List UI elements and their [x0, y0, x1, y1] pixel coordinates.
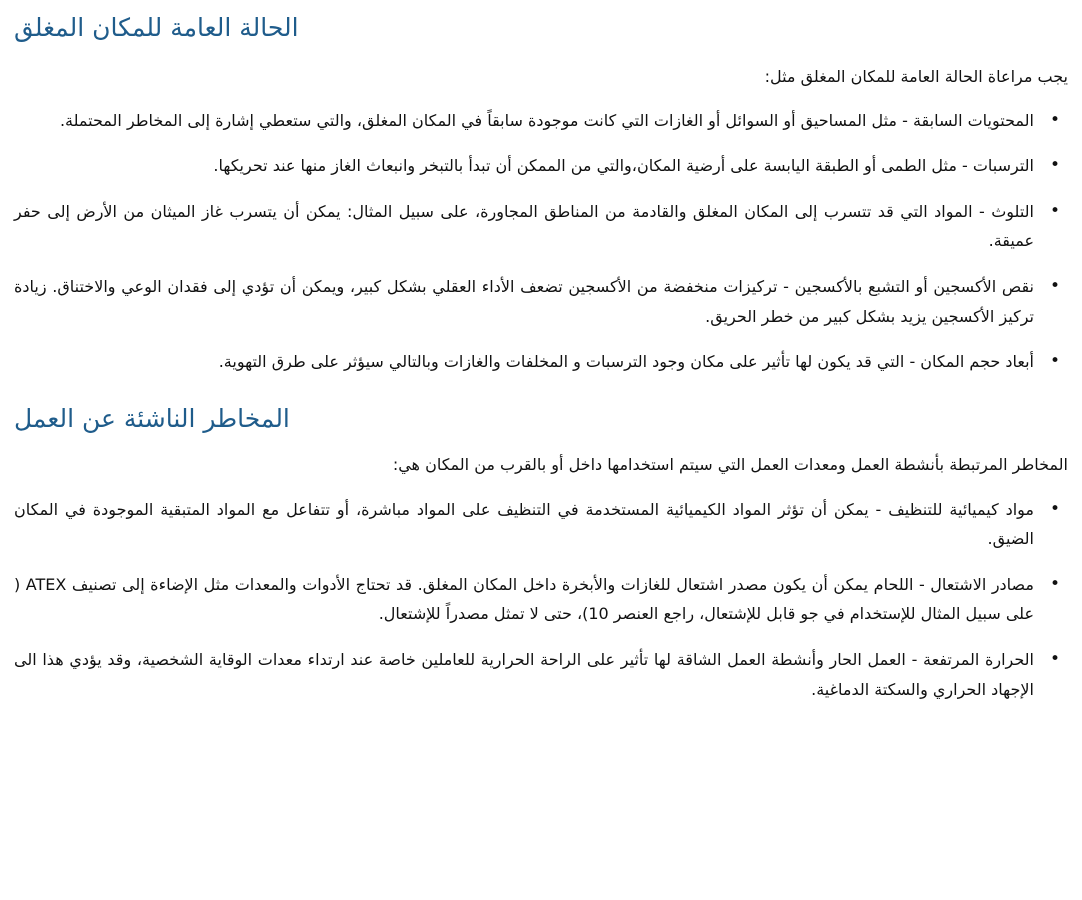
section-intro-work-hazards: المخاطر المرتبطة بأنشطة العمل ومعدات العمل التي سيتم استخدامها داخل أو بالقرب من المكان هي:: [392, 455, 1068, 475]
list-item: • الحرارة المرتفعة - العمل الحار وأنشطة العمل الشاقة لها تأثير على الراحة الحرارية للعاملين خاصة عند ارتداء معدات الوقاية الشخصية، وقد يؤدي هذا الى الإجهاد الحراري والسكتة الدماغية.: [14, 645, 1068, 704]
section-title-general-condition: الحالة العامة للمكان المغلق: [14, 13, 299, 42]
list-item: • مصادر الاشتعال - اللحام يمكن أن يكون مصدر اشتعال للغازات والأبخرة داخل المكان المغلق. قد تحتاج الأدوات والمعدات مثل الإضاءة إلى تصنيف ATEX ( على سبيل المثال للإستخدام في جو قابل للإشتعال، راجع العنصر 10)، حتى لا تمثل مصدراً للإشتعال.: [14, 570, 1068, 629]
list-item: • أبعاد حجم المكان - التي قد يكون لها تأثير على مكان وجود الترسبات و المخلفات والغازات وبالتالي سيؤثر على طرق التهوية.: [14, 347, 1068, 377]
list-item: • التلوث - المواد التي قد تتسرب إلى المكان المغلق والقادمة من المناطق المجاورة، على سبيل المثال: يمكن أن يتسرب غاز الميثان من الأرض إلى حفر عميقة.: [14, 197, 1068, 256]
list-item: • الترسبات - مثل الطمى أو الطبقة اليابسة على أرضية المكان،والتي من الممكن أن تبدأ بالتبخر وانبعاث الغاز منها عند تحريكها.: [14, 151, 1068, 181]
section-title-work-hazards: المخاطر الناشئة عن العمل: [14, 403, 290, 433]
bullet-list-work-hazards: [14, 495, 1068, 705]
list-item: • مواد كيميائية للتنظيف - يمكن أن تؤثر المواد الكيميائية المستخدمة في التنظيف على المواد مباشرة، أو تتفاعل مع المواد المتبقية الموجودة في المكان الضيق.: [14, 495, 1068, 554]
list-item: • المحتويات السابقة - مثل المساحيق أو السوائل أو الغازات التي كانت موجودة سابقاً في المكان المغلق، والتي ستعطي إشارة إلى المخاطر المحتملة.: [14, 106, 1068, 136]
list-item: • نقص الأكسجين أو التشبع بالأكسجين - تركيزات منخفضة من الأكسجين تضعف الأداء العقلي بشكل كبير، ويمكن أن تؤدي إلى فقدان الوعي والاختناق. زيادة تركيز الأكسجين يزيد بشكل كبير من خطر الحريق.: [14, 272, 1068, 331]
bullet-list-general-condition: [14, 106, 1068, 377]
section-intro-general-condition: يجب مراعاة الحالة العامة للمكان المغلق مثل:: [764, 66, 1068, 86]
